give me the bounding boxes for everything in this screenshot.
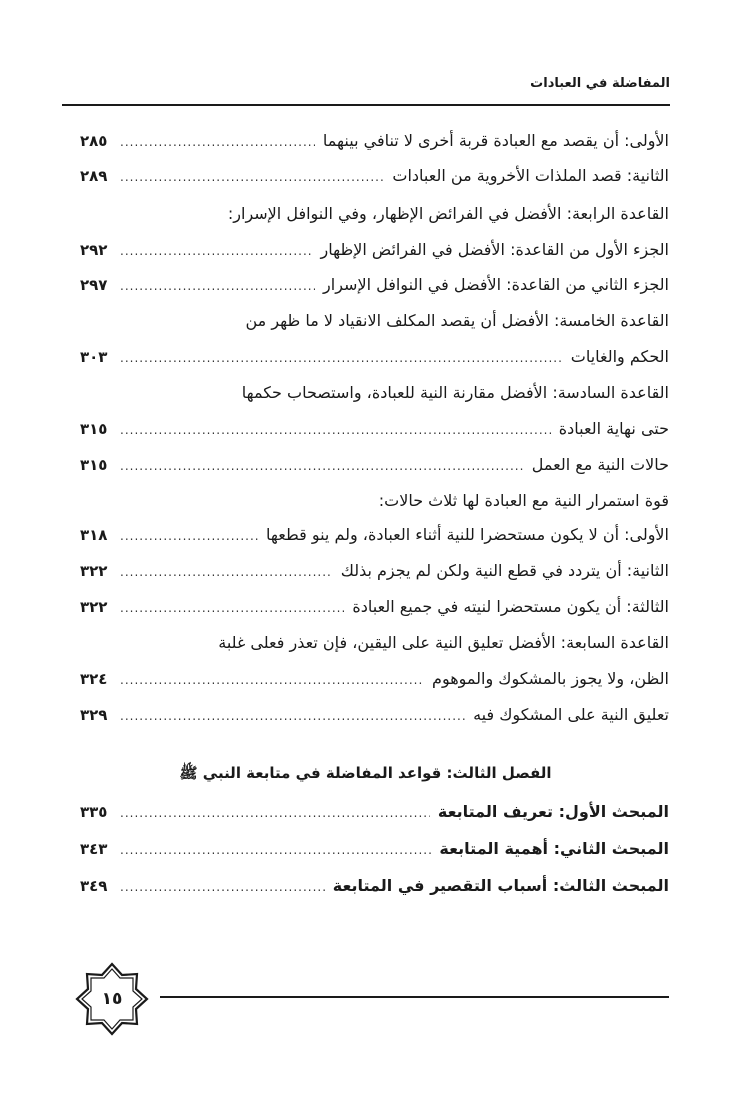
toc-entry-page: ٣١٥ bbox=[80, 456, 108, 474]
footer-divider bbox=[160, 996, 669, 998]
toc-section bbox=[80, 871, 669, 901]
leader-dots bbox=[120, 343, 563, 373]
toc-entry bbox=[80, 556, 669, 586]
leader-dots bbox=[120, 451, 524, 481]
toc-entry-page: ٣٢٢ bbox=[80, 598, 108, 616]
toc-entry-text: الثانية: قصد الملذات الأخروية من العبادات bbox=[392, 166, 669, 185]
toc-entry-text: الثالثة: أن يكون مستحضرا لنيته في جميع العبادة bbox=[352, 597, 669, 616]
toc-entry bbox=[80, 664, 669, 694]
toc-heading bbox=[80, 628, 669, 658]
leader-dots bbox=[120, 236, 313, 266]
leader-dots bbox=[120, 557, 333, 587]
toc-entry-page: ٣٢٢ bbox=[80, 562, 108, 580]
leader-dots bbox=[120, 271, 315, 301]
toc-entry-page: ٢٨٩ bbox=[80, 167, 108, 185]
toc-section-text: المبحث الثاني: أهمية المتابعة bbox=[439, 839, 669, 858]
toc-entry bbox=[80, 450, 669, 480]
toc-entry bbox=[80, 270, 669, 300]
toc-section bbox=[80, 834, 669, 864]
toc-entry bbox=[80, 126, 669, 156]
toc-entry-page: ٣٢٩ bbox=[80, 706, 108, 724]
toc-entry bbox=[80, 592, 669, 622]
leader-dots bbox=[120, 162, 384, 192]
leader-dots bbox=[120, 872, 325, 902]
toc-entry-text: القاعدة الرابعة: الأفضل في الفرائض الإظهار، وفي النوافل الإسرار: bbox=[227, 204, 669, 223]
leader-dots bbox=[120, 127, 315, 157]
leader-dots bbox=[120, 665, 424, 695]
toc-entry-page: ٢٨٥ bbox=[80, 132, 108, 150]
toc-section-page: ٣٤٣ bbox=[80, 840, 108, 858]
toc-entry-text: قوة استمرار النية مع العبادة لها ثلاث حالات: bbox=[378, 491, 669, 510]
leader-dots bbox=[120, 798, 430, 828]
running-header-title: المفاضلة في العبادات bbox=[530, 76, 670, 91]
toc-entry bbox=[80, 700, 669, 730]
toc-heading bbox=[80, 486, 669, 516]
toc-section bbox=[80, 797, 669, 827]
toc-entry-page: ٣٠٣ bbox=[80, 348, 108, 366]
toc-entry-text: الأولى: أن يقصد مع العبادة قربة أخرى لا تنافي بينهما bbox=[322, 131, 669, 150]
toc-heading bbox=[80, 306, 669, 336]
toc-section-text: المبحث الثالث: أسباب التقصير في المتابعة bbox=[332, 876, 669, 895]
toc-entry bbox=[80, 342, 669, 372]
page-number: ١٥ bbox=[101, 989, 123, 1009]
toc-entry-text: الجزء الثاني من القاعدة: الأفضل في النوافل الإسرار bbox=[323, 275, 669, 294]
toc-entry-text: الجزء الأول من القاعدة: الأفضل في الفرائض الإظهار bbox=[320, 240, 669, 259]
toc-entry-text: تعليق النية على المشكوك فيه bbox=[473, 705, 669, 724]
leader-dots bbox=[120, 415, 551, 445]
toc-entry-page: ٣١٥ bbox=[80, 420, 108, 438]
toc-entry-text: الأولى: أن لا يكون مستحضرا للنية أثناء العبادة، ولم ينو قطعها bbox=[265, 525, 669, 544]
toc-entry bbox=[80, 161, 669, 191]
toc-entry-text: حالات النية مع العمل bbox=[531, 455, 669, 474]
toc-section-text: المبحث الأول: تعريف المتابعة bbox=[437, 802, 669, 821]
chapter-heading: الفصل الثالث: قواعد المفاضلة في متابعة النبي ﷺ bbox=[179, 764, 552, 782]
toc-entry-text: الثانية: أن يتردد في قطع النية ولكن لم يجزم بذلك bbox=[340, 561, 669, 580]
leader-dots bbox=[120, 521, 258, 551]
toc-entry bbox=[80, 520, 669, 550]
toc-entry-text: حتى نهاية العبادة bbox=[558, 419, 669, 438]
leader-dots bbox=[120, 835, 431, 865]
toc-entry bbox=[80, 414, 669, 444]
toc-entry-page: ٣١٨ bbox=[80, 526, 108, 544]
toc-section-page: ٣٣٥ bbox=[80, 803, 108, 821]
toc-entry-page: ٢٩٢ bbox=[80, 241, 108, 259]
toc-entry bbox=[80, 235, 669, 265]
toc-section-page: ٣٤٩ bbox=[80, 877, 108, 895]
toc-entry-text: القاعدة الخامسة: الأفضل أن يقصد المكلف الانقياد لا ما ظهر من bbox=[245, 311, 669, 330]
toc-entry-text: الظن، ولا يجوز بالمشكوك والموهوم bbox=[432, 669, 669, 688]
leader-dots bbox=[120, 701, 465, 731]
toc-entry-text: الحكم والغايات bbox=[570, 347, 669, 366]
toc-heading bbox=[80, 378, 669, 408]
toc-entry-page: ٢٩٧ bbox=[80, 276, 108, 294]
leader-dots bbox=[120, 593, 344, 623]
toc-entry-page: ٣٢٤ bbox=[80, 670, 108, 688]
toc-heading bbox=[80, 199, 669, 229]
toc-entry-text: القاعدة السادسة: الأفضل مقارنة النية للعبادة، واستصحاب حكمها bbox=[241, 383, 669, 402]
toc-entry-text: القاعدة السابعة: الأفضل تعليق النية على اليقين، فإن تعذر فعلى غلبة bbox=[218, 633, 669, 652]
